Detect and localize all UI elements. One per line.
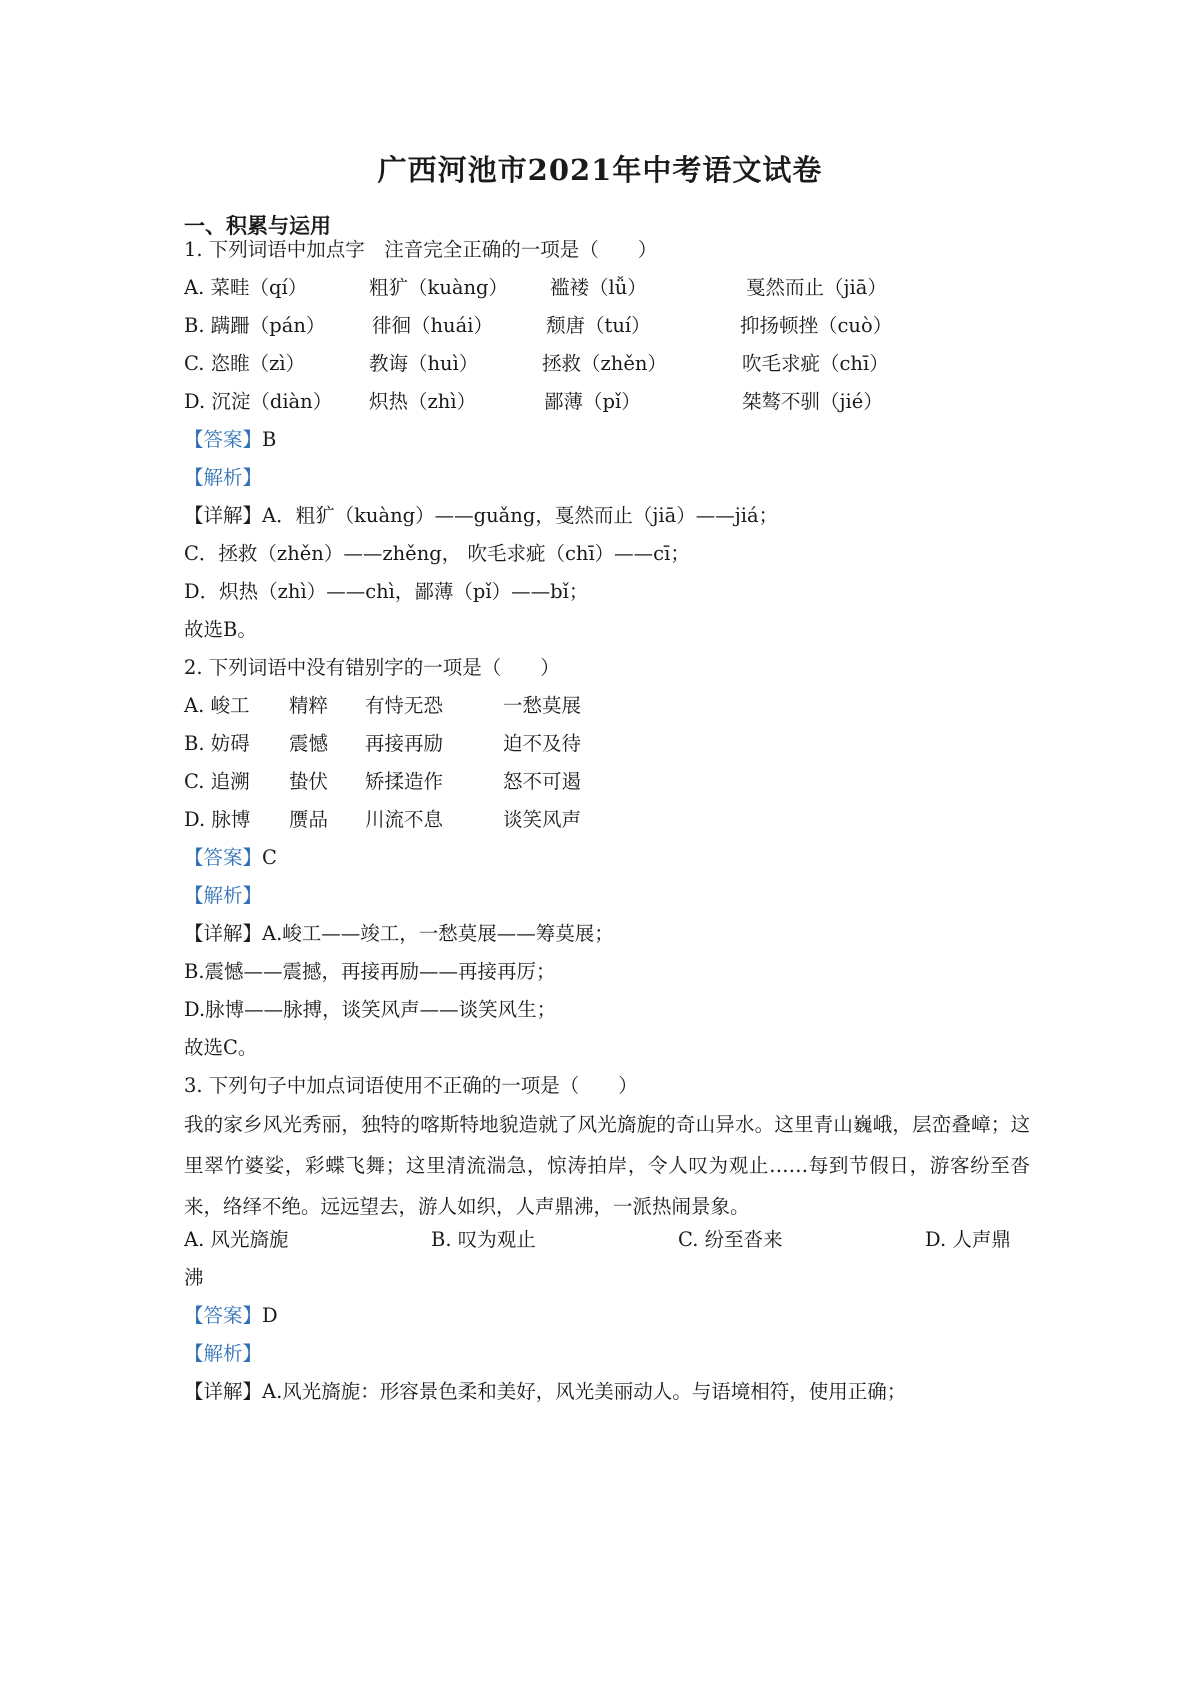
q3-analysis-tag: 【解析】 xyxy=(184,1342,263,1365)
q2-option-d-2: 赝品 xyxy=(289,808,329,831)
q2-option-a-1: A. 峻工 xyxy=(184,694,250,717)
q2-detail-2: B.震憾——震撼，再接再励——再接再厉； xyxy=(184,960,556,983)
q1-option-c-2: 教诲（huì） xyxy=(369,352,479,375)
q1-option-a-2: 粗犷（kuàng） xyxy=(369,276,509,299)
q1-detail-1 xyxy=(184,502,778,530)
answer-value: B xyxy=(262,428,277,451)
q2-option-b-1: B. 妨碍 xyxy=(184,732,250,755)
q2-option-b-3: 再接再励 xyxy=(365,732,444,755)
detail-text: A.风光旖旎：形容景色柔和美好，风光美丽动人。与语境相符，使用正确； xyxy=(262,1380,907,1403)
q1-detail-3: D．炽热（zhì）——chì，鄙薄（pǐ）——bǐ； xyxy=(184,580,589,603)
q3-passage: 我的家乡风光秀丽，独特的喀斯特地貌造就了风光旖旎的奇山异水。这里青山巍峨，层峦叠嶂；这里翠竹婆娑，彩蝶飞舞；这里清流湍急，惊涛拍岸，令人叹为观止……每到节假日，游客纷至沓来，络绎不绝。远远望去，游人如织，人声鼎沸，一派热闹景象。 xyxy=(184,1113,1030,1218)
detail-text: A．粗犷（kuàng）——guǎng，戛然而止（jiā）——jiá； xyxy=(262,504,779,527)
answer-tag: 【答案】 xyxy=(184,846,263,869)
detail-text: A.峻工——竣工，一愁莫展——筹莫展； xyxy=(262,922,614,945)
q3-detail-1 xyxy=(184,1378,906,1406)
answer-value: D xyxy=(262,1304,278,1327)
q1-option-c-4: 吹毛求疵（chī） xyxy=(742,352,889,375)
q1-option-c-3: 拯救（zhěn） xyxy=(542,352,667,375)
q2-option-a-3: 有恃无恐 xyxy=(365,694,444,717)
q1-option-d-1: D. 沉淀（diàn） xyxy=(184,390,333,413)
section-heading: 一、积累与运用 xyxy=(184,213,331,238)
q2-detail-3: D.脉博——脉搏，谈笑风声——谈笑风生； xyxy=(184,998,557,1021)
page-title: 广西河池市2021年中考语文试卷 xyxy=(377,153,823,187)
q1-stem: 1. 下列词语中加点字 注音完全正确的一项是（ ） xyxy=(184,238,658,261)
q2-option-c-4: 怒不可遏 xyxy=(503,770,582,793)
q2-option-a-2: 精粹 xyxy=(289,694,329,717)
q2-answer xyxy=(184,844,277,872)
answer-value: C xyxy=(262,846,277,869)
q2-option-d-3: 川流不息 xyxy=(365,808,444,831)
q2-option-d-4: 谈笑风声 xyxy=(503,808,582,831)
answer-tag: 【答案】 xyxy=(184,428,263,451)
q3-answer xyxy=(184,1302,278,1330)
q2-detail-1 xyxy=(184,920,614,948)
q1-option-d-4: 桀骜不驯（jié） xyxy=(742,390,883,413)
q2-option-c-1: C. 追溯 xyxy=(184,770,250,793)
q2-option-b-2: 震憾 xyxy=(289,732,329,755)
q1-option-b-1: B. 蹒跚（pán） xyxy=(184,314,326,337)
q2-option-a-4: 一愁莫展 xyxy=(503,694,582,717)
q1-detail-4: 故选B。 xyxy=(184,618,257,641)
q1-detail-2: C．拯救（zhěn）——zhěng， 吹毛求疵（chī）——cī； xyxy=(184,542,690,565)
q1-option-a-3: 褴褛（lǚ） xyxy=(550,276,647,299)
q1-option-b-2: 徘徊（huái） xyxy=(372,314,493,337)
detail-tag: 【详解】 xyxy=(184,922,263,945)
q2-option-c-2: 蛰伏 xyxy=(289,770,329,793)
q1-option-d-3: 鄙薄（pǐ） xyxy=(544,390,641,413)
q3-option-c: C. 纷至沓来 xyxy=(678,1228,783,1251)
q1-option-a-1: A. 菜畦（qí） xyxy=(184,276,308,299)
q2-stem: 2. 下列词语中没有错别字的一项是（ ） xyxy=(184,656,560,679)
q3-option-a: A. 风光旖旎 xyxy=(184,1228,289,1251)
detail-tag: 【详解】 xyxy=(184,504,263,527)
q2-analysis-tag: 【解析】 xyxy=(184,884,263,907)
q1-option-d-2: 炽热（zhì） xyxy=(369,390,477,413)
q1-analysis-tag: 【解析】 xyxy=(184,466,263,489)
q3-option-d: D. 人声鼎 xyxy=(925,1228,1011,1251)
q1-option-c-1: C. 恣睢（zì） xyxy=(184,352,306,375)
q1-answer xyxy=(184,426,276,454)
q2-option-b-4: 迫不及待 xyxy=(503,732,582,755)
q1-option-a-4: 戛然而止（jiā） xyxy=(746,276,887,299)
answer-tag: 【答案】 xyxy=(184,1304,263,1327)
q1-option-b-3: 颓唐（tuí） xyxy=(546,314,651,337)
q2-detail-4: 故选C。 xyxy=(184,1036,258,1059)
q3-option-b: B. 叹为观止 xyxy=(431,1228,536,1251)
q2-option-d-1: D. 脉博 xyxy=(184,808,251,831)
q3-stem: 3. 下列句子中加点词语使用不正确的一项是（ ） xyxy=(184,1074,638,1097)
q3-option-d-wrap: 沸 xyxy=(184,1266,204,1289)
q1-option-b-4: 抑扬顿挫（cuò） xyxy=(740,314,893,337)
detail-tag: 【详解】 xyxy=(184,1380,263,1403)
q2-option-c-3: 矫揉造作 xyxy=(365,770,444,793)
